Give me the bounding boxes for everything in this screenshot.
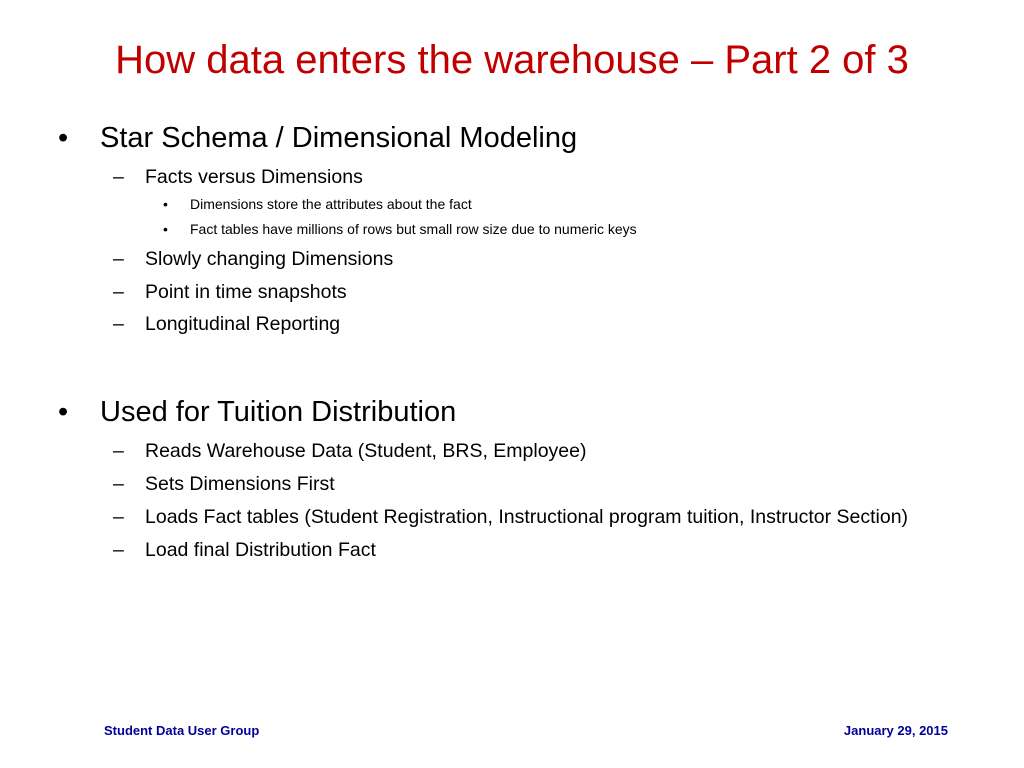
list-item [113,537,993,563]
list-item [113,279,993,305]
dash-marker: – [113,248,124,270]
section-heading: Star Schema / Dimensional Modeling [100,122,578,154]
dash-marker: – [113,473,124,495]
section-heading-row [58,120,958,156]
list-item [113,471,993,497]
dash-marker: – [113,313,124,335]
dash-marker: – [113,281,124,303]
list-item [113,246,993,272]
footer-date: January 29, 2015 [843,723,948,738]
section-heading: Used for Tuition Distribution [100,396,457,428]
dash-marker: – [113,440,124,462]
list-item-text: Sets Dimensions First [145,473,335,495]
list-item-text: Load final Distribution Fact [145,539,376,561]
list-item-text: Facts versus Dimensions [145,166,363,188]
footer-left: Student Data User Group [104,723,260,738]
sub-list-item-text: Dimensions store the attributes about the fact [190,196,472,212]
dash-marker: – [113,539,124,561]
list-item-text: Reads Warehouse Data (Student, BRS, Employee) [145,440,587,462]
slide-title: How data enters the warehouse – Part 2 of 3 [115,38,909,82]
list-item [113,504,1013,530]
sub-list-item-text: Fact tables have millions of rows but small row size due to numeric keys [190,221,637,237]
section-heading-row [58,394,958,430]
list-item [113,438,993,464]
sub-list-item [163,194,1003,214]
dash-marker: – [113,506,124,528]
list-item-text: Point in time snapshots [145,281,347,303]
bullet-marker: • [58,396,69,428]
bullet-marker: • [163,196,168,212]
sub-list-item [163,219,1003,239]
bullet-marker: • [163,221,168,237]
list-item-text: Slowly changing Dimensions [145,248,394,270]
list-item [113,311,993,337]
list-item-text: Loads Fact tables (Student Registration, Instructional program tuition, Instructor Section) [145,506,909,528]
list-item-text: Longitudinal Reporting [145,313,341,335]
list-item [113,164,993,190]
bullet-marker: • [58,122,69,154]
dash-marker: – [113,166,124,188]
